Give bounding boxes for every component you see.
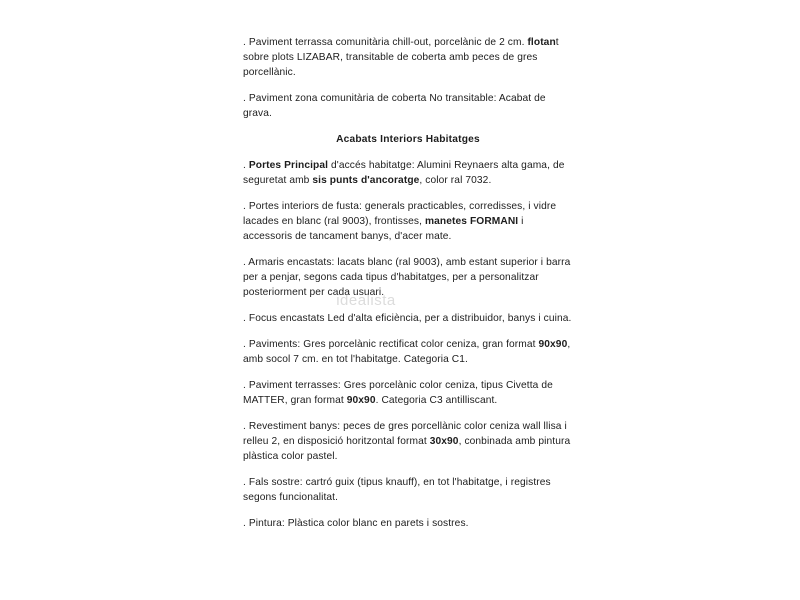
document-paragraph — [243, 36, 573, 81]
document-paragraph — [243, 517, 573, 532]
body-text: . Paviments: Gres porcelànic rectificat color ceniza, gran format — [243, 338, 539, 350]
body-text: . Portes interiors de fusta: generals practicables, corredisses, i vidre lacades en blanc (ral 9003), frontisses, — [243, 200, 557, 227]
body-text: . — [243, 159, 249, 171]
emphasis-text: Acabats Interiors Habitatges — [336, 133, 480, 145]
document-paragraph — [243, 256, 573, 301]
body-text: i accessoris de tancament banys, d'acer mate. — [243, 215, 524, 242]
body-text: , amb socol 7 cm. en tot l'habitatge. Categoria C1. — [243, 338, 571, 365]
emphasis-text: 90x90 — [538, 338, 568, 350]
body-text: , color ral 7032. — [419, 174, 492, 186]
watermark-text: idealista — [336, 292, 396, 309]
body-text: t sobre plots LIZABAR, transitable de coberta amb peces de gres porcellànic. — [243, 37, 559, 78]
document-paragraph — [243, 338, 573, 368]
body-text: d'accés habitatge: Alumini Reynaers alta gama, de seguretat amb — [243, 159, 565, 186]
document-paragraph — [243, 159, 573, 189]
emphasis-text: 90x90 — [346, 394, 376, 406]
emphasis-text: flotan — [527, 37, 556, 48]
emphasis-text: manetes FORMANI — [425, 215, 519, 227]
document-paragraph — [243, 92, 573, 122]
body-text: . Revestiment banys: peces de gres porcellànic color ceniza wall llisa i relleu 2, en disposició horitzontal format — [243, 420, 567, 447]
body-text: , conbinada amb pintura plàstica color pastel. — [243, 435, 571, 462]
document-paragraph — [243, 379, 573, 409]
document-body — [243, 36, 573, 543]
document-paragraph — [243, 200, 573, 245]
body-text: . Armaris encastats: lacats blanc (ral 9003), amb estant superior i barra per a penjar, segons cada tipus d'habitatges, per a personalitzar posteriorment per cada usuari. — [243, 256, 571, 298]
body-text: . Paviment terrasses: Gres porcelànic color ceniza, tipus Civetta de MATTER, gran format — [243, 379, 553, 406]
emphasis-text: Portes Principal — [248, 159, 329, 171]
document-paragraph — [243, 312, 573, 327]
emphasis-text: sis punts d'ancoratge — [312, 174, 420, 186]
body-text: . Categoria C3 antilliscant. — [375, 394, 498, 406]
emphasis-text: 30x90 — [429, 435, 459, 447]
body-text: . Focus encastats Led d'alta eficiència, per a distribuidor, banys i cuina. — [243, 312, 572, 324]
document-paragraph — [243, 476, 573, 506]
body-text: . Paviment zona comunitària de coberta No transitable: Acabat de grava. — [243, 92, 546, 119]
body-text: . Pintura: Plàstica color blanc en parets i sostres. — [243, 517, 469, 529]
document-paragraph — [243, 420, 573, 465]
body-text: . Fals sostre: cartró guix (tipus knauff), en tot l'habitatge, i registres segons funcionalitat. — [243, 476, 551, 503]
body-text: . Paviment terrassa comunitària chill-out, porcelànic de 2 cm. — [243, 37, 528, 48]
section-heading — [243, 133, 573, 148]
